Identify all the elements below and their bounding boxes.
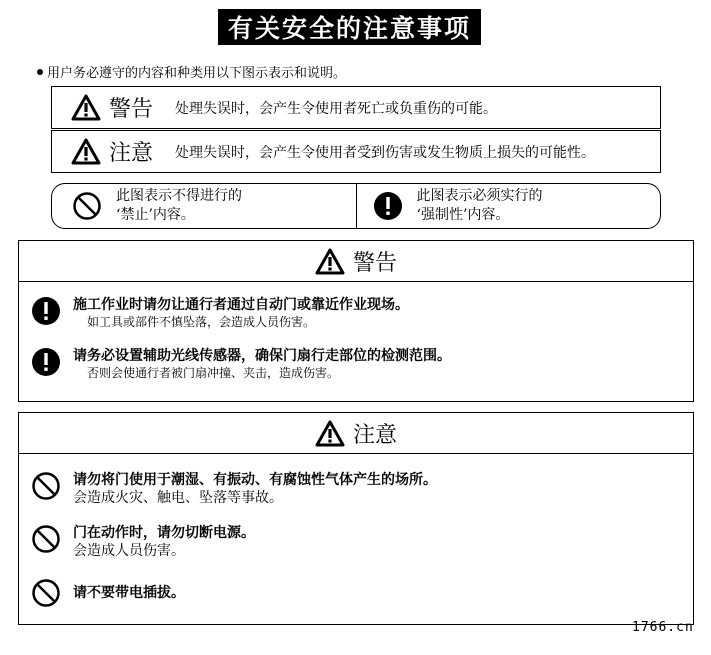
section-header bbox=[19, 413, 693, 454]
symbol-legend bbox=[51, 183, 661, 229]
item-sub-text: 如工具或部件不慎坠落，会造成人员伤害。 bbox=[87, 315, 316, 329]
definition-description: 处理失误时，会产生令使用者死亡或负重伤的可能。 bbox=[175, 100, 497, 117]
section-title: 注意 bbox=[352, 422, 397, 448]
definition-word: 警告 bbox=[109, 97, 154, 122]
list-item bbox=[31, 578, 185, 608]
intro-text: 用户务必遵守的内容和种类用以下图示表示和说明。 bbox=[47, 66, 347, 81]
symbol-line: ‘强制性’内容。 bbox=[416, 207, 510, 223]
item-main-text: 请务必设置辅助光线传感器，确保门扇行走部位的检测范围。 bbox=[73, 348, 451, 364]
item-main-text: 请不要带电插拔。 bbox=[73, 585, 185, 601]
list-item bbox=[31, 524, 255, 560]
warning-triangle-icon bbox=[315, 420, 345, 447]
item-sub-text: 否则会使通行者被门扇冲撞、夹击，造成伤害。 bbox=[87, 366, 340, 380]
bullet-icon bbox=[37, 69, 43, 75]
intro-line bbox=[37, 62, 346, 81]
definition-warning bbox=[51, 86, 661, 129]
symbol-prohibition bbox=[52, 184, 356, 228]
section-header bbox=[19, 241, 693, 282]
symbol-line: 此图表示必须实行的 bbox=[416, 188, 543, 204]
page-title: 有关安全的注意事项 bbox=[218, 9, 481, 45]
warning-triangle-icon bbox=[71, 138, 101, 165]
item-sub-text: 会造成火灾、触电、坠落等事故。 bbox=[73, 490, 283, 506]
warning-triangle-icon bbox=[71, 94, 101, 121]
list-item bbox=[31, 347, 451, 381]
prohibition-icon bbox=[72, 191, 102, 221]
definition-description: 处理失误时，会产生令使用者受到伤害或发生物质上损失的可能性。 bbox=[175, 144, 595, 161]
mandatory-icon bbox=[373, 191, 403, 221]
watermark: 1766.cn bbox=[632, 620, 694, 635]
caution-section bbox=[18, 412, 694, 625]
list-item bbox=[31, 296, 409, 330]
item-main-text: 门在动作时，请勿切断电源。 bbox=[73, 525, 255, 541]
definition-caution bbox=[51, 130, 661, 173]
warning-triangle-icon bbox=[315, 248, 345, 275]
item-main-text: 施工作业时请勿让通行者通过自动门或靠近作业现场。 bbox=[73, 297, 409, 313]
definition-word: 注意 bbox=[109, 141, 154, 166]
item-main-text: 请勿将门使用于潮湿、有振动、有腐蚀性气体产生的场所。 bbox=[73, 472, 437, 488]
symbol-line: ‘禁止’内容。 bbox=[116, 207, 195, 223]
symbol-mandatory bbox=[356, 184, 661, 228]
item-sub-text: 会造成人员伤害。 bbox=[73, 543, 185, 559]
symbol-line: 此图表示不得进行的 bbox=[116, 188, 242, 204]
prohibition-icon bbox=[31, 578, 61, 608]
mandatory-icon bbox=[31, 296, 61, 326]
warning-section bbox=[18, 240, 694, 402]
mandatory-icon bbox=[31, 347, 61, 377]
prohibition-icon bbox=[31, 471, 61, 501]
prohibition-icon bbox=[31, 524, 61, 554]
list-item bbox=[31, 471, 437, 507]
section-title: 警告 bbox=[352, 250, 397, 276]
